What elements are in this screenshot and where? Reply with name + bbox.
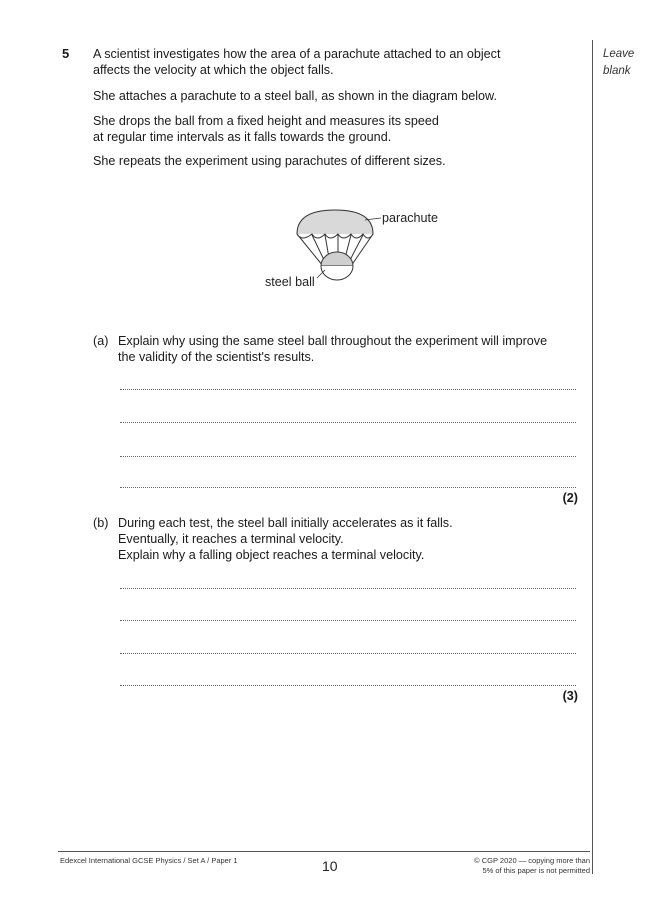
part-a-question: [118, 333, 578, 365]
part-a-marks: (2): [562, 491, 578, 505]
footer-paper-title: Edexcel International GCSE Physics / Set A / Paper 1: [60, 856, 238, 865]
answer-line-b1[interactable]: [120, 587, 576, 589]
part-b-line-3: Explain why a falling object reaches a terminal velocity.: [118, 548, 425, 562]
footer-copyright: [420, 856, 590, 876]
answer-line-b2[interactable]: [120, 619, 576, 621]
copyright-line-1: © CGP 2020 — copying more than: [474, 856, 590, 865]
parachute-label: parachute: [382, 211, 439, 225]
margin-divider: [592, 40, 593, 874]
leave-blank-label: [603, 46, 634, 80]
question-para-2: She attaches a parachute to a steel ball, as shown in the diagram below.: [93, 89, 497, 103]
steel-ball-label: steel ball: [265, 275, 315, 289]
question-number: 5: [62, 46, 70, 61]
question-para-3: [93, 113, 573, 145]
answer-line-a3[interactable]: [120, 455, 576, 457]
copyright-line-2: 5% of this paper is not permitted: [482, 866, 590, 875]
part-b-marks: (3): [562, 689, 578, 703]
intro-line-2: affects the velocity at which the object falls.: [93, 63, 334, 77]
blank-word: blank: [603, 65, 631, 77]
question-intro: [93, 46, 573, 78]
answer-line-b4[interactable]: [120, 684, 576, 686]
para3-line-1: She drops the ball from a fixed height and measures its speed: [93, 114, 439, 128]
leave-word: Leave: [603, 48, 635, 60]
footer-rule: [58, 851, 590, 852]
part-b-letter: (b): [93, 516, 109, 530]
part-a-letter: (a): [93, 334, 109, 348]
part-b-line-1: During each test, the steel ball initially accelerates as it falls.: [118, 516, 453, 530]
answer-line-a1[interactable]: [120, 388, 576, 390]
part-a-line-1: Explain why using the same steel ball throughout the experiment will improve: [118, 334, 548, 348]
answer-line-a4[interactable]: [120, 486, 576, 488]
part-b-question: [118, 515, 578, 563]
intro-line-1: A scientist investigates how the area of a parachute attached to an object: [93, 47, 501, 61]
question-para-4: She repeats the experiment using parachutes of different sizes.: [93, 154, 446, 168]
part-a-line-2: the validity of the scientist's results.: [118, 350, 315, 364]
answer-line-b3[interactable]: [120, 652, 576, 654]
parachute-diagram: [255, 200, 455, 295]
para3-line-2: at regular time intervals as it falls towards the ground.: [93, 130, 392, 144]
part-b-line-2: Eventually, it reaches a terminal velocity.: [118, 532, 344, 546]
page-number: 10: [322, 858, 338, 874]
steel-ball: [321, 252, 353, 280]
answer-line-a2[interactable]: [120, 421, 576, 423]
